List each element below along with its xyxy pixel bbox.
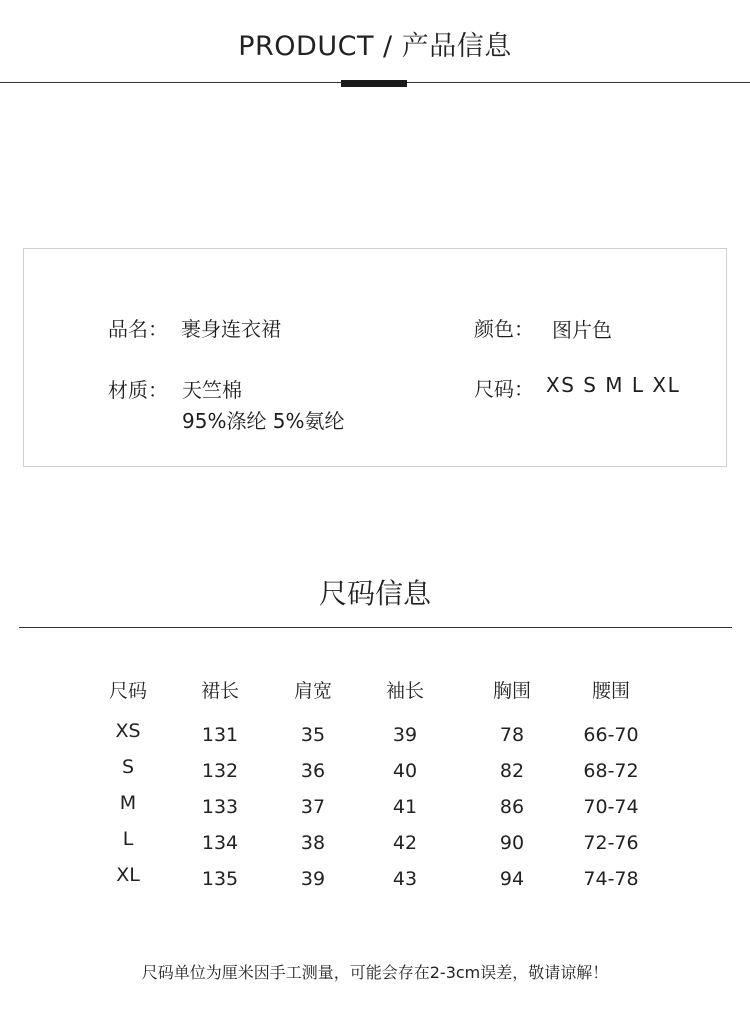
header-cell: 胸围 <box>492 680 531 702</box>
color-label: 颜色： <box>474 317 534 341</box>
title-accent-bar <box>341 80 407 87</box>
material-value-line2: 95%涤纶 5%氨纶 <box>182 409 345 433</box>
size-section-divider <box>19 627 732 628</box>
table-cell: 36 <box>300 760 326 782</box>
material-value-line1: 天竺棉 <box>182 378 242 402</box>
table-cell: XL <box>116 864 140 886</box>
table-cell: 86 <box>499 796 525 818</box>
table-cell: 133 <box>201 796 239 818</box>
table-cell: 43 <box>392 868 418 890</box>
table-cell: 41 <box>392 796 418 818</box>
table-cell: 74-78 <box>583 868 639 890</box>
measurement-note: 尺码单位为厘米因手工测量，可能会存在2-3cm误差，敬请谅解！ <box>141 963 609 982</box>
product-info-box <box>23 248 727 467</box>
table-cell: 39 <box>392 724 418 746</box>
table-cell: S <box>121 756 135 778</box>
table-cell: 66-70 <box>583 724 639 746</box>
table-cell: 78 <box>499 724 525 746</box>
product-title: PRODUCT / 产品信息 <box>238 31 512 62</box>
table-cell: L <box>122 828 134 850</box>
table-cell: 90 <box>499 832 525 854</box>
table-cell: 35 <box>300 724 326 746</box>
table-cell: 82 <box>499 760 525 782</box>
name-label: 品名： <box>108 317 168 341</box>
table-cell: 134 <box>201 832 239 854</box>
table-cell: 42 <box>392 832 418 854</box>
table-cell: 38 <box>300 832 326 854</box>
table-cell: XS <box>115 720 141 742</box>
table-cell: 39 <box>300 868 326 890</box>
table-cell: 135 <box>201 868 239 890</box>
table-cell: M <box>119 792 137 814</box>
table-cell: 68-72 <box>583 760 639 782</box>
header-cell: 裙长 <box>200 680 239 702</box>
table-cell: 37 <box>300 796 326 818</box>
material-label: 材质： <box>108 378 168 402</box>
table-cell: 94 <box>499 868 525 890</box>
color-value: 图片色 <box>552 318 612 342</box>
size-label: 尺码： <box>474 377 534 401</box>
header-cell: 腰围 <box>591 680 630 702</box>
size-section-title: 尺码信息 <box>318 577 431 610</box>
header-cell: 袖长 <box>385 680 424 702</box>
table-cell: 40 <box>392 760 418 782</box>
name-value: 裹身连衣裙 <box>181 317 281 341</box>
table-cell: 132 <box>201 760 239 782</box>
header-cell: 尺码 <box>108 680 147 702</box>
table-cell: 72-76 <box>583 832 639 854</box>
size-value: XS S M L XL <box>546 373 681 397</box>
table-cell: 131 <box>201 724 239 746</box>
header-cell: 肩宽 <box>293 680 332 702</box>
table-cell: 70-74 <box>583 796 639 818</box>
